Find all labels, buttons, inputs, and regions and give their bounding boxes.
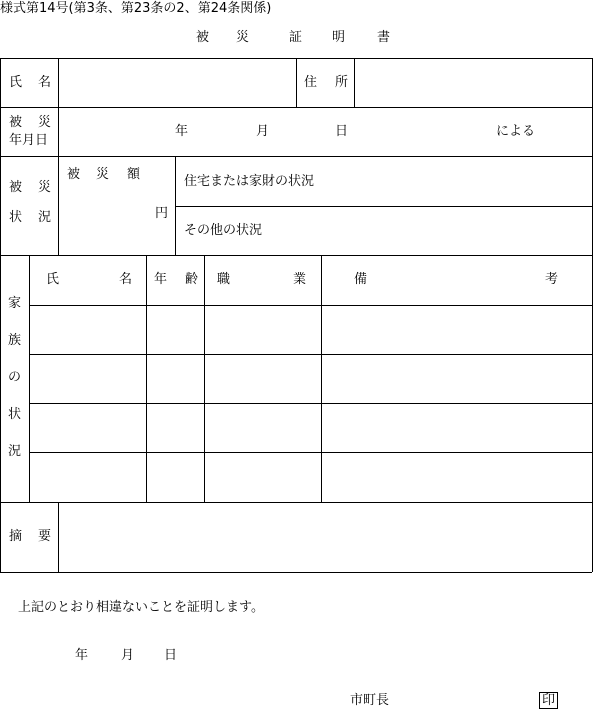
- family-label-1: 家: [8, 296, 22, 311]
- family-name-cell[interactable]: [31, 405, 145, 451]
- col-name-2: 名: [119, 272, 133, 287]
- footer-month: 月: [121, 648, 135, 663]
- summary-label-1: 摘: [9, 529, 23, 544]
- document-title-char-4: 明: [332, 30, 346, 45]
- amount-unit: 円: [155, 206, 169, 221]
- document-title-char-5: 書: [377, 30, 391, 45]
- address-label-2: 所: [335, 75, 349, 90]
- date-label-2: 年月日: [9, 133, 49, 148]
- col-age-1: 年: [154, 272, 168, 287]
- col-age-2: 齢: [185, 272, 199, 287]
- col-job-1: 職: [217, 272, 231, 287]
- family-label-2: 族: [8, 333, 22, 348]
- document-title-char-2: 災: [236, 30, 250, 45]
- mayor-label: 市町長: [350, 693, 390, 708]
- footer-day: 日: [164, 648, 178, 663]
- amount-label-1: 被: [67, 167, 81, 182]
- family-job-cell[interactable]: [206, 405, 320, 451]
- date-label-1a: 被: [9, 115, 23, 130]
- family-label-4: 状: [8, 407, 22, 422]
- date-month: 月: [256, 124, 270, 139]
- document-title-char-3: 証: [289, 30, 303, 45]
- name-field[interactable]: [60, 60, 295, 106]
- family-label-3: の: [8, 370, 22, 385]
- col-name-1: 氏: [46, 272, 60, 287]
- status-label-1a: 被: [9, 180, 23, 195]
- family-age-cell[interactable]: [148, 307, 203, 353]
- footer-year: 年: [75, 648, 89, 663]
- family-age-cell[interactable]: [148, 405, 203, 451]
- family-job-cell[interactable]: [206, 454, 320, 501]
- summary-label-2: 要: [38, 529, 52, 544]
- house-status-label: 住宅または家財の状況: [184, 174, 315, 189]
- status-label-2b: 況: [38, 210, 52, 225]
- family-note-cell[interactable]: [323, 307, 591, 353]
- date-label-1b: 災: [38, 115, 52, 130]
- family-label-5: 況: [8, 444, 22, 459]
- family-job-cell[interactable]: [206, 307, 320, 353]
- family-name-cell[interactable]: [31, 454, 145, 501]
- col-note-2: 考: [545, 272, 559, 287]
- name-label-1: 氏: [9, 75, 23, 90]
- other-status-label: その他の状況: [184, 223, 263, 238]
- family-note-cell[interactable]: [323, 405, 591, 451]
- status-label-1b: 災: [38, 180, 52, 195]
- family-age-cell[interactable]: [148, 454, 203, 501]
- family-name-cell[interactable]: [31, 307, 145, 353]
- amount-label-2: 災: [96, 167, 110, 182]
- date-suffix: による: [496, 124, 536, 139]
- status-label-2a: 状: [9, 210, 23, 225]
- certification-text: 上記のとおり相違ないことを証明します。: [18, 600, 264, 615]
- family-name-cell[interactable]: [31, 356, 145, 402]
- form-number: 様式第14号(第3条、第23条の2、第24条関係): [0, 1, 272, 16]
- family-age-cell[interactable]: [148, 356, 203, 402]
- date-year: 年: [175, 124, 189, 139]
- document-title-char-1: 被: [196, 30, 210, 45]
- name-label-2: 名: [38, 75, 52, 90]
- col-job-2: 業: [293, 272, 307, 287]
- amount-label-3: 額: [127, 167, 141, 182]
- family-job-cell[interactable]: [206, 356, 320, 402]
- summary-field[interactable]: [60, 504, 591, 571]
- family-note-cell[interactable]: [323, 356, 591, 402]
- date-day: 日: [335, 124, 349, 139]
- address-field[interactable]: [356, 60, 591, 106]
- seal-mark: 印: [539, 692, 558, 709]
- address-label-1: 住: [304, 75, 318, 90]
- family-note-cell[interactable]: [323, 454, 591, 501]
- col-note-1: 備: [354, 272, 368, 287]
